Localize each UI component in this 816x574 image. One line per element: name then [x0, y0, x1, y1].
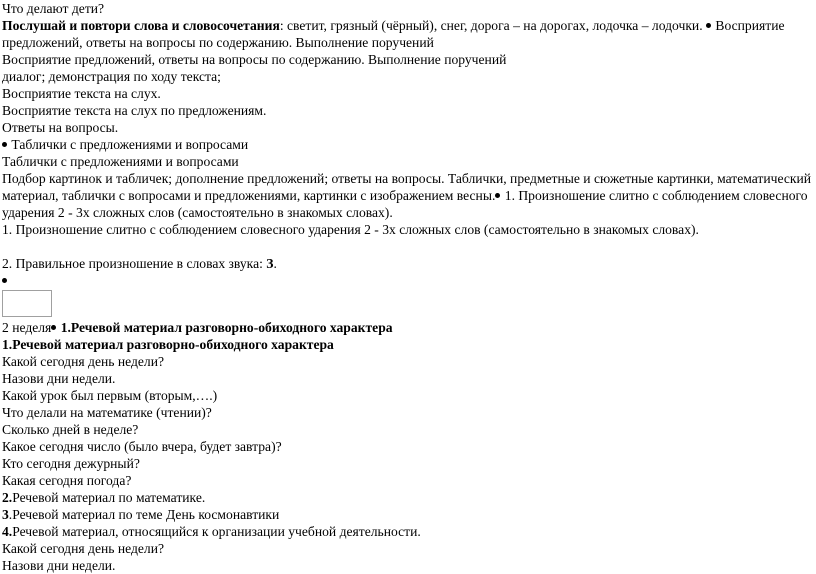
week-label: 2 неделя	[2, 320, 52, 335]
text-line	[2, 17, 812, 34]
section-number: 3	[2, 507, 9, 522]
text-line: Кто сегодня дежурный?	[2, 456, 140, 471]
text-fragment: Таблички с предложениями и вопросами	[11, 137, 249, 152]
heading-listen-repeat: Послушай и повтори слова и словосочетания	[2, 18, 280, 33]
bullet-icon	[706, 23, 711, 28]
empty-box	[2, 290, 52, 317]
text-line: Восприятие текста на слух по предложениям.	[2, 103, 267, 118]
section-heading: 1.Речевой материал разговорно-обиходного характера	[60, 320, 393, 335]
text-fragment: .Речевой материал по теме День космонавтики	[8, 507, 280, 522]
text-fragment: .	[273, 256, 277, 271]
section-number: 4.	[2, 524, 13, 539]
section-number: 1.	[2, 337, 13, 352]
text-fragment: 1. Произношение слитно с соблюдением словесного ударения 2 - 3х сложных слов (самостоятельно в знакомых словах).	[2, 188, 808, 220]
text-line: Ответы на вопросы.	[2, 120, 119, 135]
text-line: диалог; демонстрация по ходу текста;	[2, 69, 221, 84]
text-line: Что делали на математике (чтении)?	[2, 405, 212, 420]
document-body	[2, 0, 812, 574]
text-line: Какой урок был первым (вторым,….)	[2, 388, 218, 403]
text-line: Какой сегодня день недели?	[2, 354, 165, 369]
blank-line	[2, 238, 812, 255]
text-fragment: Восприятие	[715, 18, 785, 33]
bullet-icon	[51, 325, 56, 330]
text-line	[2, 272, 812, 289]
text-line: Назови дни недели.	[2, 371, 116, 386]
text-line: Сколько дней в неделе?	[2, 422, 139, 437]
bullet-icon	[2, 142, 7, 147]
text-line	[2, 319, 812, 336]
text-line	[2, 136, 812, 153]
text-line: Восприятие текста на слух.	[2, 86, 161, 101]
word-list: : светит, грязный (чёрный), снег, дорога – на дорогах, лодочка – лодочки.	[279, 18, 703, 33]
text-line	[2, 523, 812, 540]
text-line: Восприятие предложений, ответы на вопросы по содержанию. Выполнение поручений	[2, 52, 507, 67]
section-heading: Речевой материал разговорно-обиходного характера	[12, 337, 334, 352]
text-line: предложений, ответы на вопросы по содержанию. Выполнение поручений	[2, 35, 434, 50]
text-fragment: Речевой материал по математике.	[12, 490, 206, 505]
text-line	[2, 255, 812, 272]
text-paragraph	[2, 170, 812, 221]
bullet-icon	[495, 193, 500, 198]
text-line	[2, 489, 812, 506]
text-fragment: Речевой материал, относящийся к организации учебной деятельности.	[12, 524, 421, 539]
text-line: Какое сегодня число (было вчера, будет завтра)?	[2, 439, 282, 454]
text-line	[2, 336, 812, 353]
text-line: 1. Произношение слитно с соблюдением словесного ударения 2 - 3х сложных слов (самостоятельно в знакомых словах).	[2, 222, 699, 237]
text-line: Какой сегодня день недели?	[2, 541, 165, 556]
text-line	[2, 506, 812, 523]
text-line: Что делают дети?	[2, 1, 105, 16]
sound-letter: З	[266, 256, 274, 271]
text-line: Назови дни недели.	[2, 558, 116, 573]
bullet-icon	[2, 278, 7, 283]
text-fragment: 2. Правильное произношение в словах звука:	[2, 256, 267, 271]
text-fragment: Подбор картинок и табличек; дополнение предложений; ответы на вопросы. Таблички, предметные и сюжетные картинки, математический материал, таблички с вопросами и предложениями, картинки с изображением весны.	[2, 171, 812, 203]
text-line: Таблички с предложениями и вопросами	[2, 154, 239, 169]
section-number: 2.	[2, 490, 13, 505]
text-line: Какая сегодня погода?	[2, 473, 132, 488]
